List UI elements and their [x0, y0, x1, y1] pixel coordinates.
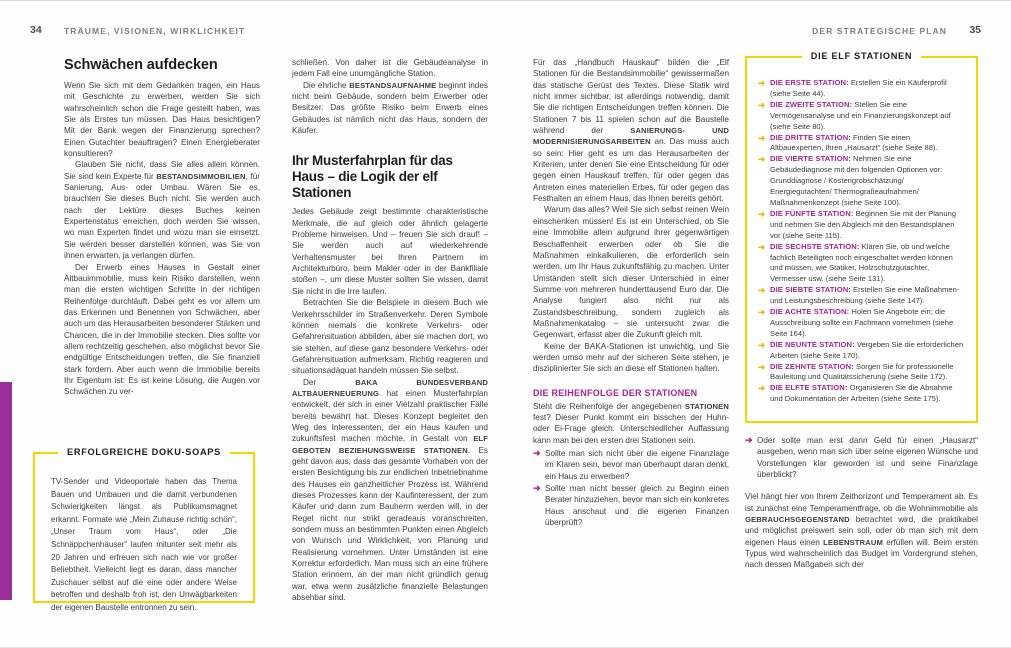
list-item: ➜ Sollte man sich nicht über die eigene Finanzlage im Klaren sein, bevor man überhaupt daran denkt, ein Haus zu erwerben?: [533, 447, 729, 481]
list-item: ➜ Sollte man nicht besser gleich zu Beginn einen Berater hinzuziehen, bevor man sich ein konkretes Haus anschaut und die eigenen Finanzen überprüft?: [533, 482, 729, 528]
arrow-right-icon: ➜: [745, 434, 753, 445]
section-heading: Schwächen aufdecken: [64, 57, 218, 73]
arrow-right-icon: ➜: [758, 208, 766, 219]
arrow-right-icon: ➜: [758, 383, 766, 394]
text-column-1: [64, 57, 260, 398]
station-label: DIE ACHTE STATION:: [770, 307, 850, 317]
station-list-item: ➜ DIE SIEBTE STATION: Erstellen Sie eine Maßnahmen- und Leistungsbeschreibung (siehe Seite 147).: [758, 285, 960, 306]
paragraph: schließen. Von daher ist die Gebäudeanalyse in jedem Fall eine unumgängliche Station.: [292, 58, 488, 79]
column3-body: [533, 57, 729, 375]
emphasis-smallcaps: BAKA BUNDESVERBAND ALTBAUERNEUERUNG: [292, 377, 488, 398]
paragraph: Wenn Sie sich mit dem Gedanken tragen, ein Haus mit Geschichte zu erwerben, werden Sie sich wahrscheinlich schon die Frage gestellt haben, was Sie als Erstes tun müssen. Das Haus besichtigen? Mit der Bank wegen der Finanzierung sprechen? Einen Gutachter beauftragen? Einen Energieberater konsultieren?: [64, 81, 260, 159]
station-label: DIE ERSTE STATION:: [770, 78, 849, 87]
text-column-3: [533, 57, 729, 529]
paragraph: Glauben Sie nicht, dass Sie alles allein können. Sie sind kein Experte für BESTANDSIMMOBILIEN, für Sanierung, Aus- oder Umbau. Wären Sie es, brauchten Sie dieses Buch nicht. Sie werden auch nach der Lektüre dieses Buches keinen Expertenstatus erreichen, doch werden Sie wissen, wo man Experten findet und wozu man sie einsetzt. Sie werden besser darstellen können, was Sie von ihnen erwarten, ja verlangen dürfen.: [64, 160, 260, 261]
arrow-right-icon: ➜: [758, 99, 766, 110]
arrow-right-icon: ➜: [758, 285, 766, 296]
callout-box-elf-stationen: [745, 51, 978, 423]
paragraph: Steht die Reihenfolge der angegebenen STATIONEN fest? Dieser Punkt kommt ein bisschen der Huhn- oder Ei-Frage gleich. Unterschiedlicher Auffassung kann man bei den ersten drei Stationen sein.: [533, 401, 729, 445]
station-list-item: ➜ DIE FÜNFTE STATION: Beginnen Sie mit der Planung und nehmen Sie den Abgleich mit den Bestandsplänen vor (siehe Seite 115).: [758, 208, 957, 240]
station-list-item: ➜ DIE ZWEITE STATION: Stellen Sie eine Vermögensanalyse und ein Finanzierungskonzept auf (siehe Seite 80).: [758, 99, 951, 131]
station-list-item: ➜ DIE ERSTE STATION: Erstellen Sie ein Käuferprofil (siehe Seite 44).: [758, 78, 947, 98]
station-label: DIE SIEBTE STATION:: [770, 285, 851, 295]
station-list-item: ➜ DIE ACHTE STATION: Holen Sie Angebote ein; die Ausschreibung sollte ein Fachmann vornehmen (siehe Seite 164).: [758, 307, 954, 338]
column1-body: [64, 80, 260, 398]
station-label: DIE ELFTE STATION:: [770, 383, 848, 393]
station-label: DIE SECHSTE STATION:: [770, 241, 860, 251]
emphasis-smallcaps: BESTANDSIMMOBILIEN: [156, 171, 246, 181]
subheading-reihenfolge: DIE REIHENFOLGE DER STATIONEN: [533, 387, 698, 398]
running-head-left: TRÄUME, VISIONEN, WIRKLICHKEIT: [64, 26, 246, 36]
paragraph: Betrachten Sie die Beispiele in diesem Buch wie Verkehrsschilder im Straßenverkehr. Deren Symbole können niemals die konkrete Verkehrs- oder Gefahrensituation abbilden, aber sie machen dort, wo sie stehen, auf diese ganz besondere Verkehrs- oder Gefahrensituation aufmerksam. Richtig reagieren und situationsadäquat handeln müssen Sie selbst.: [292, 298, 488, 376]
column4-body: [745, 491, 978, 570]
callout-body-doku-soaps: TV-Sender und Videoportale haben das Thema Bauen und Umbauen und die damit verbundenen Schwierigkeiten längst als Publikumsmagnet erkannt. Formate wie „Mein Zuhause richtig schön“, „Unser Traum vom Haus“, oder „Die Schnäppchenhäuser“ laufen mitunter seit mehr als 20 Jahren und erfreuen sich nach wie vor großer Beliebtheit. Vielleicht liegt es daran, dass mancher Zuschauer selbst auf die eine oder andere Weise betroffen und deshalb froh ist, den Unwägbarkeiten der eigenen Baustelle entronnen zu sein.: [51, 477, 237, 612]
arrow-right-icon: ➜: [758, 307, 766, 318]
arrow-right-icon: ➜: [533, 447, 541, 458]
station-list-item: ➜ DIE ZEHNTE STATION: Sorgen Sie für professionelle Bauleitung und Qualitätssicherung (siehe Seite 172).: [758, 361, 954, 382]
arrow-right-icon: ➜: [533, 482, 541, 493]
emphasis-smallcaps: ELF GEBOTEN BEZIEHUNGSWEISE STATIONEN: [292, 434, 488, 455]
emphasis-smallcaps: GEBRAUCHSGEGENSTAND: [745, 515, 850, 525]
column2-body-bottom: [292, 206, 488, 603]
callout-box-doku-soaps: [33, 447, 255, 612]
paragraph: Warum das alles? Weil Sie sich selbst reinen Wein einschenken müssen! Es ist ein Unterschied, ob Sie eine Immobilie allein aufgrund ihrer gegenwärtigen Beschaffenheit erwerben oder ob Sie die Maßnahmen einkalkulieren, die erforderlich sein werden, um Ihr Haus zukunftsfähig zu machen. Unter Umständen stellt sich dieser Unterschied in einer Summe von mehreren hunderttausend Euro dar. Die Analyse fungiert also nicht nur als Zustandsbeschreibung, sondern zugleich als Maßnahmenkatalog – sie untersucht zwar die Gegenwart, erfasst aber die Zukunft gleich mit.: [533, 205, 729, 340]
station-label: DIE ZWEITE STATION:: [770, 99, 853, 109]
subsection-heading: Ihr Musterfahrplan für das Haus – die Logik der elf Stationen: [292, 153, 453, 201]
station-label: DIE VIERTE STATION:: [770, 154, 851, 164]
station-label: DIE DRITTE STATION:: [770, 132, 851, 142]
paragraph: Viel hängt hier von Ihrem Zeithorizont und Temperament ab. Es ist zunächst eine Temperamentfrage, ob die Wohnimmobilie als GEBRAUCHSGEGENSTAND betrachtet wird, die praktikabel und möglichst preiswert sein soll, oder ob man sich mit dem eigenen Haus einen LEBENSTRAUM erfüllen will. Beim ersten Typus wird wahrscheinlich das Budget im Vordergrund stehen, nach dessen Maßgaben sich der: [745, 492, 978, 570]
callout-title-doku-soaps: ERFOLGREICHE DOKU-SOAPS: [58, 447, 230, 457]
running-head-right: DER STRATEGISCHE PLAN: [812, 26, 947, 36]
folio-left: 34: [30, 24, 42, 36]
station-label: DIE FÜNFTE STATION:: [770, 208, 854, 218]
station-list-item: ➜ DIE ELFTE STATION: Organisieren Sie die Abnahme und Dokumentation der Arbeiten (siehe Seite 175).: [758, 383, 953, 404]
text-column-4: [745, 433, 978, 571]
folio-right: 35: [969, 24, 981, 36]
list-item: ➜ Oder sollte man erst dann Geld für einen „Hausarzt“ ausgeben, wenn man sich über seine eigenen Wünsche und Vorstellungen klar geworden ist und seine Finanzlage überblickt?: [745, 434, 978, 480]
arrow-right-icon: ➜: [758, 339, 766, 350]
arrow-right-icon: ➜: [758, 241, 766, 252]
station-list-item: ➜ DIE DRITTE STATION: Finden Sie einen Altbauexperten, Ihren „Hausarzt“ (siehe Seite 88).: [758, 132, 938, 153]
emphasis-smallcaps: STATIONEN: [684, 401, 729, 411]
arrow-right-icon: ➜: [758, 361, 766, 372]
arrow-right-icon: ➜: [758, 132, 766, 143]
emphasis-smallcaps: BESTANDSAUFNAHME: [349, 80, 437, 90]
station-label: DIE NEUNTE STATION:: [770, 339, 855, 349]
emphasis-smallcaps: SANIERUNGS- UND MODERNISIERUNGSARBEITEN: [533, 126, 729, 147]
station-label: DIE ZEHNTE STATION:: [770, 361, 854, 371]
page-edge-tab-marker: [0, 382, 12, 600]
station-list-item: ➜ DIE VIERTE STATION: Nehmen Sie eine Gebäudediagnose mit den folgenden Optionen vor: Grunddiagnose / Kostengrobschätzung/ Energiegutachten/ Thermografieaufnahmen/ Maßnahmenkonzept (siehe Seite 100).: [758, 154, 943, 207]
paragraph: Jedes Gebäude zeigt bestimmte charakteristische Merkmale, die auf gleich oder ähnlich gelagerte Probleme hinweisen. Und – freuen Sie sich drauf! – Sie werden auch auf wiederkehrende Verhaltensmuster bei Ihren Partnern im Architekturbüro, beim Makler oder in der Bankfiliale stoßen –, um diese Muster sollten Sie wissen, damit Sie nicht in die Irre laufen.: [292, 207, 488, 296]
paragraph: Die ehrliche BESTANDSAUFNAHME beginnt indes nicht beim Gebäude, sondern beim Erwerber oder Besitzer. Das größte Risiko beim Erwerb eines Gebäudes ist nämlich nicht das Haus, sondern der Käufer.: [292, 80, 488, 136]
text-column-2: [292, 57, 488, 603]
paragraph: Für das „Handbuch Hauskauf“ bilden die „Elf Stationen für die Bestandsimmobilie“ gewissermaßen das statische Gerüst des Textes. Diese Statik wird nicht immer sichtbar, ist allerdings notwendig, damit Sie die richtigen Entscheidungen treffen können. Die Stationen 7 bis 11 spielen schon auf die Baustelle während der SANIERUNGS- UND MODERNISIERUNGSARBEITEN an. Das muss auch so sein: Hier geht es um das Herausarbeiten der Kriterien, unter denen Sie eine Entscheidung für oder gegen einen Hauskauf treffen, für oder gegen das Antreten eines materiellen Erbes, für oder gegen das Festhalten an einem Haus, das Ihnen bereits gehört.: [533, 58, 729, 204]
station-list-item: ➜ DIE NEUNTE STATION: Vergeben Sie die erforderlichen Arbeiten (siehe Seite 170).: [758, 339, 964, 360]
arrow-right-icon: ➜: [758, 154, 766, 165]
station-list: [758, 78, 964, 405]
arrow-right-icon: ➜: [758, 78, 766, 88]
column4-spacer: [745, 480, 978, 491]
column3-question-list: [533, 448, 729, 528]
column4-question-list: [745, 435, 978, 480]
column2-body-top: [292, 57, 488, 136]
station-list-item: ➜ DIE SECHSTE STATION: Klären Sie, ob und welche fachlich Beteiligten noch eingeschaltet werden können und müssen, wie Statiker, Holzschutzgutachter, Vermesser usw. (siehe Seite 131).: [758, 241, 953, 284]
paragraph: Der Erwerb eines Hauses in Gestalt einer Altbauimmobilie, muss kein Risiko darstellen, wenn man die ersten wichtigen Schritte in der richtigen Reihenfolge durchläuft. Dabei geht es vor allem um das Erkennen und Benennen von Schwächen, aber auch um das Herausarbeiten besonderer Stärken und Chancen, die in der Immobilie stecken. Dies sollte vor allem rechtzeitig geschehen, also möglichst bevor Sie endgültige Entscheidungen treffen, die Sie finanziell stark fordern. Aber auch wenn die Immobilie bereits Ihr Eigentum ist: Es ist keine Lösung, die Augen vor Schwächen zu ver-: [64, 262, 260, 397]
paragraph: Keine der BAKA-Stationen ist unwichtig, und Sie werden umso mehr auf der sicheren Seite stehen, je disziplinierter Sie sich an diese elf Stationen halten.: [533, 341, 729, 374]
callout-body-elf-stationen: [747, 58, 976, 405]
paragraph: Der BAKA BUNDESVERBAND ALTBAUERNEUERUNG hat einen Musterfahrplan entwickelt, der sich in einer Vielzahl praktischer Fälle bereits bewährt hat. Dieses Konzept begleitet den Weg des Interessenten, der ein Haus kaufen und zukunftsfest machen möchte, in Gestalt von ELF GEBOTEN BEZIEHUNGSWEISE STATIONEN. Es geht davon aus, dass das gesamte Vorhaben von der ersten Besichtigung bis zur endlichen Inbetriebnahme des Hauses ein ganzheitlicher Prozess ist. Während dieses Prozesses kann der Kaufinteressent, der zum Käufer und dann zum Bauherrn werden will, in der Regel nicht nur strikt geradeaus voranschreiten, sondern muss an bestimmten Punkten einen Abgleich von Wunsch und Wirklichkeit, von Planung und Realisierung vornehmen. Unter Umständen ist eine Korrektur erforderlich. Man muss sich an eine frühere Station erinnern, an der man nicht gründlich genug war, etwa wenn zusätzliche finanzielle Belastungen absehbar sind.: [292, 377, 489, 603]
emphasis-smallcaps: LEBENSTRAUM: [823, 537, 883, 547]
callout-title-elf-stationen: DIE ELF STATIONEN: [802, 51, 921, 61]
column3-body-after: [533, 401, 729, 446]
